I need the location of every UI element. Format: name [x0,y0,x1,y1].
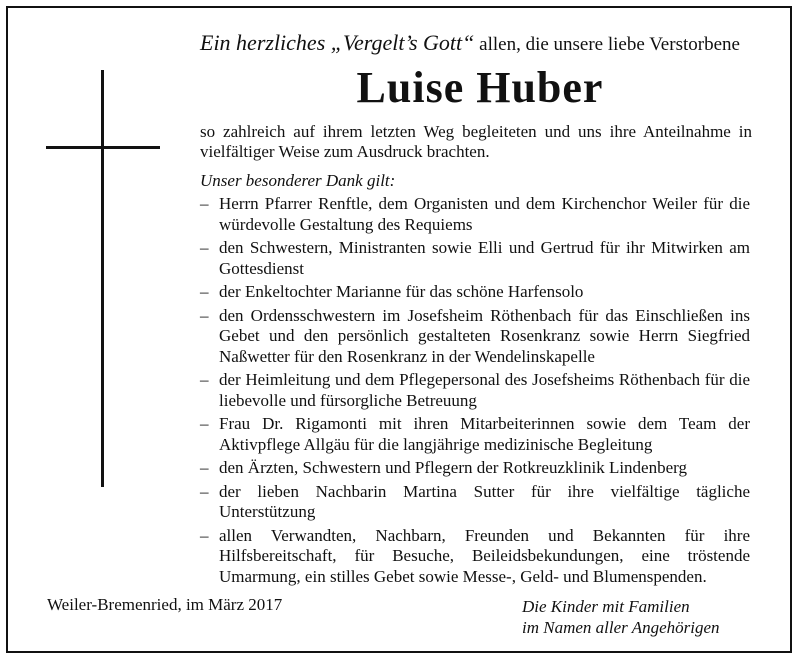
intro-text: so zahlreich auf ihrem letzten Weg begleiteten und uns ihre Anteilnahme in vielfältiger Weise zum Ausdruck brachten. [200,122,752,161]
place-date: Weiler-Bremenried, im März 2017 [47,595,283,614]
deceased-name: Luise Huber [356,63,604,112]
list-item-text: der lieben Nachbarin Martina Sutter für ihre vielfältige tägliche Unterstützung [219,481,750,521]
list-item-text: den Ärzten, Schwestern und Pflegern der Rotkreuzklinik Lindenberg [219,458,687,477]
dash-bullet: – [200,458,209,477]
signature-line-2: im Namen aller Angehörigen [522,618,720,637]
thanks-list [200,194,750,590]
list-item [200,238,750,279]
thanks-header [200,30,760,56]
list-item [200,458,750,479]
cross-vertical-bar [101,70,104,487]
list-item [200,282,750,303]
list-item [200,482,750,523]
list-item-text: den Schwestern, Ministranten sowie Elli und Gertrud für ihr Mitwirken am Gottesdienst [219,238,750,278]
list-item-text: den Ordensschwestern im Josefsheim Röthenbach für das Einschließen ins Gebet und den persönlich gestalteten Rosenkranz sowie Herrn Siegfried Naßwetter für den Rosenkranz in der Wendelinskapelle [219,305,750,366]
cross-horizontal-bar [46,146,160,149]
special-thanks-heading: Unser besonderer Dank gilt: [200,171,396,190]
signature-line-1: Die Kinder mit Familien [522,597,690,616]
list-item-text: Frau Dr. Rigamonti mit ihren Mitarbeiterinnen sowie dem Team der Aktivpflege Allgäu für die langjährige medizinische Begleitung [219,414,750,454]
dash-bullet: – [200,238,209,257]
list-item-text: der Heimleitung und dem Pflegepersonal des Josefsheims Röthenbach für die liebevolle und fürsorgliche Betreuung [219,370,750,410]
thanks-rest: allen, die unsere liebe Verstorbene [479,34,740,55]
dash-bullet: – [200,414,209,433]
dash-bullet: – [200,282,209,301]
dash-bullet: – [200,481,209,501]
list-item-text: Herrn Pfarrer Renftle, dem Organisten und dem Kirchenchor Weiler für die würdevolle Gestaltung des Requiems [219,194,750,234]
list-item-text: allen Verwandten, Nachbarn, Freunden und Bekannten für ihre Hilfsbereitschaft, für Besuche, Beileidsbekundungen, eine tröstende Umarmung, ein stilles Gebet sowie Messe-, Geld- und Blumenspenden. [219,525,750,586]
list-item [200,526,750,588]
dash-bullet: – [200,305,209,325]
list-item [200,306,750,368]
list-item [200,414,750,455]
list-item-text: der Enkeltochter Marianne für das schöne Harfensolo [219,282,584,301]
list-item [200,370,750,411]
dash-bullet: – [200,525,209,545]
list-item [200,194,750,235]
dash-bullet: – [200,370,209,389]
dash-bullet: – [200,194,209,213]
thanks-phrase: Ein herzliches „Vergelt’s Gott“ [200,30,475,55]
signature [522,596,720,638]
